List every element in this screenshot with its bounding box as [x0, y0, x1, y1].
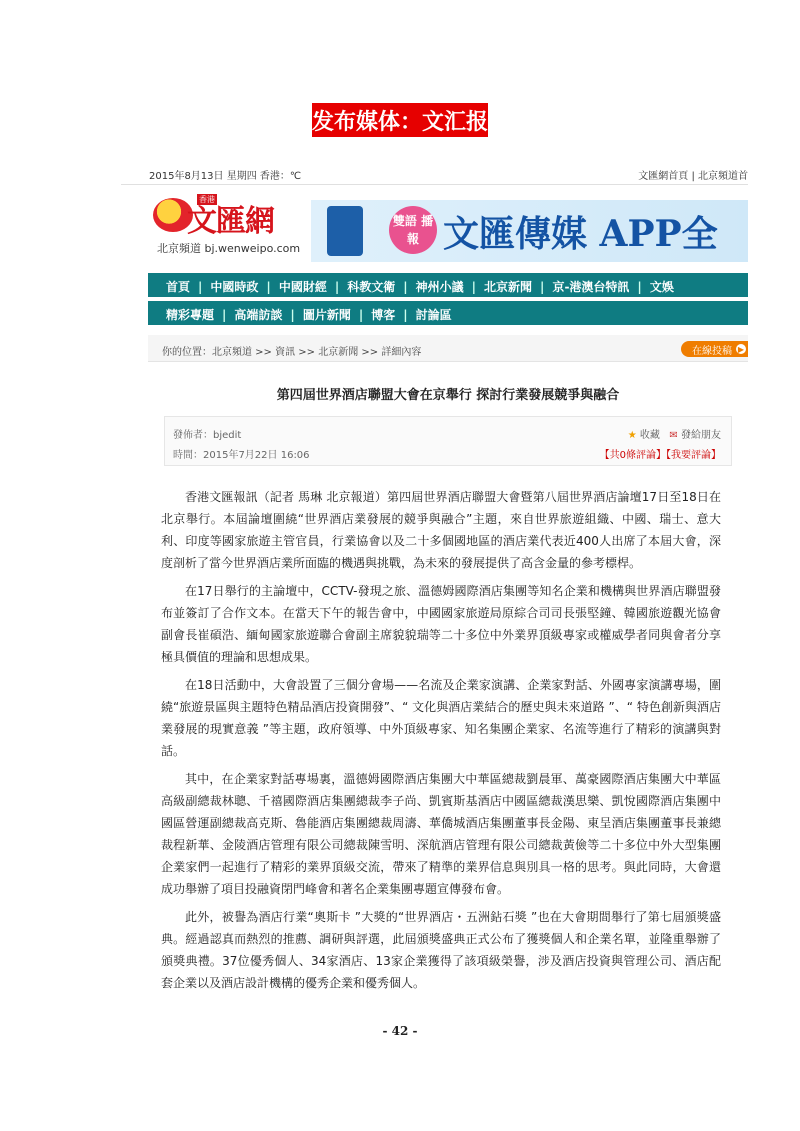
nav-secondary-item[interactable]: 圖片新聞: [302, 308, 351, 322]
nav-separator: |: [198, 280, 203, 294]
nav-secondary-item[interactable]: 討論區: [415, 308, 452, 322]
send-friend-link[interactable]: 發給朋友: [681, 430, 721, 441]
article-paragraph: 此外，被譽為酒店行業“奧斯卡 ”大獎的“世界酒店・五洲鉆石獎 ”也在大會期間舉行了第七屆頒獎盛典。經過認真而熱烈的推薦、調研與評選，此屆頒獎盛典正式公布了獲獎個人和企業名單，並隆重舉辦了頒獎典禮。37位優秀個人、34家酒店、13家企業獲得了該項級榮譽，涉及酒店投資與管理公司、酒店配套企業以及酒店設計機構的優秀企業和優秀個人。: [161, 910, 721, 990]
app-banner[interactable]: [311, 200, 748, 262]
nav-primary-item[interactable]: 首頁: [166, 280, 191, 294]
submit-article-button[interactable]: [681, 341, 748, 357]
comments-links[interactable]: 【共0條評論】【我要評論】: [599, 450, 721, 461]
nav-secondary-item[interactable]: 高端訪談: [234, 308, 283, 322]
site-logo[interactable]: [153, 194, 301, 258]
nav-separator: |: [222, 308, 227, 322]
article-headline: 第四屆世界酒店聯盟大會在京舉行 探討行業發展競爭與融合: [276, 388, 620, 403]
bilingual-bubble: 雙語 播報: [389, 206, 437, 254]
breadcrumb-text[interactable]: 你的位置：北京頻道 >> 資訊 >> 北京新聞 >> 詳細內容: [162, 347, 422, 358]
nav-separator: |: [637, 280, 642, 294]
date-weather: 2015年8月13日 星期四 香港：℃: [149, 171, 302, 182]
nav-separator: |: [266, 280, 271, 294]
primary-nav: [148, 273, 748, 297]
nav-primary-item[interactable]: 北京新聞: [484, 280, 533, 294]
breadcrumb: [148, 335, 748, 362]
article-paragraph: 其中，在企業家對話專場裏，溫德姆國際酒店集團大中華區總裁劉晨軍、萬豪國際酒店集團大中華區高級副總裁林聰、千禧國際酒店集團總裁李子尚、凱賓斯基酒店中國區總裁漢思樂、凱悅國際酒店集團中國區營運副總裁高克斯、魯能酒店集團總裁周濤、華僑城酒店集團董事長金陽、東呈酒店集團董事長兼總裁程新華、金陵酒店管理有限公司總裁陳雪明、深航酒店管理有限公司總裁黃儉等二十多位中外大型集團企業家們一起進行了精彩的業界頂級交流，帶來了精準的業界信息與別具一格的思考。與此同時，大會還成功舉辦了項目投融資閉門峰會和著名企業集團專題宣傳發布會。: [161, 772, 721, 896]
phone-icon: [327, 206, 363, 256]
nav-secondary-item[interactable]: 博客: [371, 308, 396, 322]
nav-separator: |: [403, 280, 408, 294]
webpage-screenshot: [121, 160, 748, 1018]
nav-primary-item[interactable]: 文娛: [649, 280, 674, 294]
page-number: - 42 -: [382, 1024, 418, 1038]
logo-name: 文匯網: [187, 204, 274, 239]
mail-icon: ✉: [669, 430, 678, 441]
article-author: 發佈者：bjedit: [173, 430, 242, 441]
nav-primary-item[interactable]: 神州小議: [415, 280, 464, 294]
article-meta: [164, 416, 732, 466]
article-paragraph: 在18日活動中，大會設置了三個分會場——名流及企業家演講、企業家對話、外國專家演講專場，圍繞“旅遊景區與主題特色精品酒店投資開發”、“ 文化與酒店業結合的歷史與未來道路 ”、“ 特色創新與酒店業發展的現實意義 ”等主題，政府領導、中外頂級專家、知名集團企業家、名流等進行了精彩的演講與對話。: [161, 678, 721, 758]
arrow-right-icon: ▶: [737, 344, 745, 354]
favorite-link[interactable]: 收藏: [639, 430, 660, 441]
article-time: 時間：2015年7月22日 16:06: [173, 450, 310, 461]
banner-text: 文匯傳媒 APP全: [443, 213, 718, 255]
nav-separator: |: [334, 280, 340, 294]
article-paragraph: 在17日舉行的主論壇中，CCTV-發現之旅、溫德姆國際酒店集團等知名企業和機構與世界酒店聯盟發布並簽訂了合作文本。在當天下午的報告會中，中國國家旅遊局原綜合司司長張堅鐘、韓國旅遊觀光協會副會長崔碩浩、緬甸國家旅遊聯合會副主席貌貌瑞等二十多位中外業界頂級專家或權威學者同與會者分享極具價值的理論和思想成果。: [161, 584, 721, 664]
nav-separator: |: [471, 280, 477, 294]
top-links[interactable]: 文匯網首頁 | 北京頻道首: [638, 171, 748, 182]
publication-label: 发布媒体：文汇报: [312, 103, 488, 137]
article-body: [161, 486, 721, 1000]
article-paragraph: 香港文匯報訊（記者 馬琳 北京報道）第四屆世界酒店聯盟大會暨第八屆世界酒店論壇17日至18日在北京舉行。本屆論壇圍繞“世界酒店業發展的競爭與融合”主題，來自世界旅遊組織、中國、瑞士、意大利、印度等國家旅遊主管官員，行業協會以及二十多個國地區的酒店業代表近400人出席了本屆大會，深度剖析了當今世界酒店業所面臨的機遇與挑戰，為未來的發展提供了高含金量的參考標桿。: [161, 490, 721, 570]
submit-article-label: 在線投稿: [692, 345, 732, 357]
nav-separator: |: [403, 308, 408, 322]
nav-primary-item[interactable]: 京-港澳台特訊: [552, 280, 630, 294]
secondary-nav: [148, 301, 748, 325]
star-icon: ★: [627, 430, 637, 441]
nav-primary-item[interactable]: 科教文衛: [347, 280, 396, 294]
nav-primary-item[interactable]: 中國財經: [278, 280, 327, 294]
logo-hk-tag: 香港: [199, 195, 215, 204]
top-bar: [121, 160, 748, 185]
nav-primary-item[interactable]: 中國時政: [210, 280, 259, 294]
nav-secondary-item[interactable]: 精彩專題: [166, 308, 215, 322]
nav-separator: |: [290, 308, 295, 322]
logo-subtitle: 北京頻道 bj.wenweipo.com: [157, 242, 301, 255]
nav-separator: |: [540, 280, 545, 294]
nav-separator: |: [358, 308, 364, 322]
article-actions: [628, 426, 721, 441]
